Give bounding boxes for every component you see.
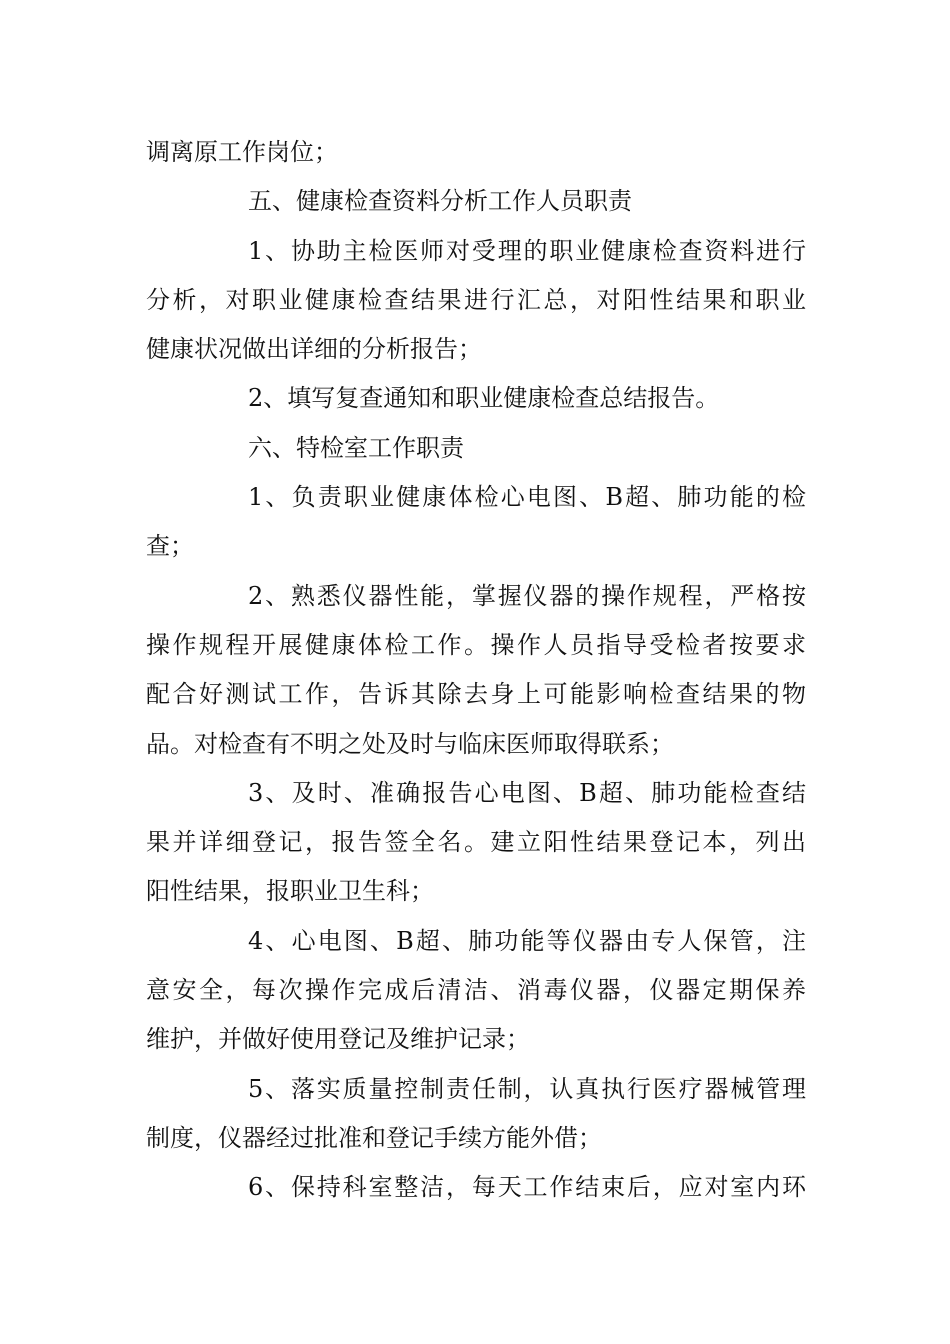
text-line: 意安全，每次操作完成后清洁、消毒仪器，仪器定期保养 [146, 976, 806, 1005]
text-line: 6、保持科室整洁，每天工作结束后，应对室内环 [248, 1173, 806, 1202]
text-line: 果并详细登记，报告签全名。建立阳性结果登记本，列出 [146, 828, 806, 857]
text-line: 操作规程开展健康体检工作。操作人员指导受检者按要求 [146, 630, 806, 659]
section-heading: 五、健康检查资料分析工作人员职责 [248, 187, 632, 216]
text-line: 4、心电图、B超、肺功能等仪器由专人保管，注 [248, 926, 806, 955]
text-line: 健康状况做出详细的分析报告； [146, 335, 482, 364]
text-line: 分析，对职业健康检查结果进行汇总，对阳性结果和职业 [146, 285, 806, 314]
text-line: 3、及时、准确报告心电图、B超、肺功能检查结 [248, 778, 806, 807]
text-line: 制度，仪器经过批准和登记手续方能外借； [146, 1123, 602, 1152]
section-heading: 六、特检室工作职责 [248, 433, 464, 462]
document-body [146, 128, 806, 1213]
text-line: 调离原工作岗位； [146, 138, 338, 166]
text-line: 配合好测试工作，告诉其除去身上可能影响检查结果的物 [146, 680, 806, 709]
text-line: 2、熟悉仪器性能，掌握仪器的操作规程，严格按 [248, 581, 806, 610]
text-line: 阳性结果，报职业卫生科； [146, 877, 434, 906]
text-line: 1、负责职业健康体检心电图、B超、肺功能的检 [248, 483, 806, 512]
text-line: 2、填写复查通知和职业健康检查总结报告。 [248, 384, 720, 413]
text-line: 查； [146, 532, 194, 561]
text-line: 维护，并做好使用登记及维护记录； [146, 1025, 530, 1054]
text-line: 品。对检查有不明之处及时与临床医师取得联系； [146, 729, 674, 758]
text-line: 1、协助主检医师对受理的职业健康检查资料进行 [248, 236, 806, 265]
text-line: 5、落实质量控制责任制，认真执行医疗器械管理 [248, 1074, 806, 1103]
